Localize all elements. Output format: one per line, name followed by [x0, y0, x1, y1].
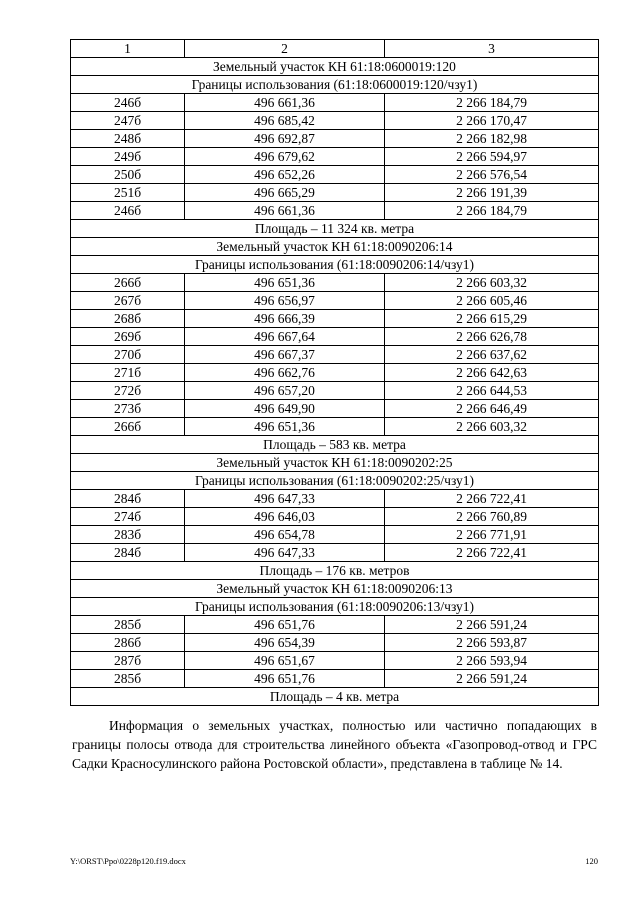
y-coordinate-cell: 2 266 170,47	[385, 112, 599, 130]
section-row	[71, 76, 599, 94]
y-coordinate-cell: 2 266 593,87	[385, 634, 599, 652]
x-coordinate-cell: 496 651,76	[185, 670, 385, 688]
table-row	[71, 310, 599, 328]
table-row	[71, 94, 599, 112]
x-coordinate-cell: 496 679,62	[185, 148, 385, 166]
x-coordinate-cell: 496 651,36	[185, 418, 385, 436]
section-row	[71, 256, 599, 274]
section-cell: Земельный участок КН 61:18:0090202:25	[71, 454, 599, 472]
table-row	[71, 292, 599, 310]
section-cell: Границы использования (61:18:0090202:25/чзу1)	[71, 472, 599, 490]
y-coordinate-cell: 2 266 184,79	[385, 94, 599, 112]
point-number-cell: 273б	[71, 400, 185, 418]
table-row	[71, 184, 599, 202]
x-coordinate-cell: 496 651,67	[185, 652, 385, 670]
section-row	[71, 238, 599, 256]
point-number-cell: 251б	[71, 184, 185, 202]
x-coordinate-cell: 496 656,97	[185, 292, 385, 310]
point-number-cell: 285б	[71, 616, 185, 634]
table-row	[71, 328, 599, 346]
table-row	[71, 490, 599, 508]
section-cell: Площадь – 176 кв. метров	[71, 562, 599, 580]
y-coordinate-cell: 2 266 603,32	[385, 274, 599, 292]
point-number-cell: 274б	[71, 508, 185, 526]
section-row	[71, 454, 599, 472]
section-cell: Земельный участок КН 61:18:0090206:13	[71, 580, 599, 598]
point-number-cell: 287б	[71, 652, 185, 670]
y-coordinate-cell: 2 266 605,46	[385, 292, 599, 310]
table-row	[71, 652, 599, 670]
x-coordinate-cell: 496 667,37	[185, 346, 385, 364]
section-cell: Площадь – 583 кв. метра	[71, 436, 599, 454]
section-cell: Границы использования (61:18:0600019:120/чзу1)	[71, 76, 599, 94]
section-cell: Площадь – 11 324 кв. метра	[71, 220, 599, 238]
point-number-cell: 246б	[71, 94, 185, 112]
x-coordinate-cell: 496 652,26	[185, 166, 385, 184]
point-number-cell: 286б	[71, 634, 185, 652]
x-coordinate-cell: 496 651,76	[185, 616, 385, 634]
table-row	[71, 346, 599, 364]
section-row	[71, 436, 599, 454]
section-row	[71, 58, 599, 76]
x-coordinate-cell: 496 647,33	[185, 544, 385, 562]
y-coordinate-cell: 2 266 594,97	[385, 148, 599, 166]
footer-page-number: 120	[585, 856, 598, 866]
y-coordinate-cell: 2 266 722,41	[385, 544, 599, 562]
table-row	[71, 166, 599, 184]
point-number-cell: 269б	[71, 328, 185, 346]
table-row	[71, 202, 599, 220]
point-number-cell: 284б	[71, 544, 185, 562]
y-coordinate-cell: 2 266 182,98	[385, 130, 599, 148]
x-coordinate-cell: 496 657,20	[185, 382, 385, 400]
y-coordinate-cell: 2 266 191,39	[385, 184, 599, 202]
y-coordinate-cell: 2 266 593,94	[385, 652, 599, 670]
point-number-cell: 270б	[71, 346, 185, 364]
table-row	[71, 616, 599, 634]
y-coordinate-cell: 2 266 642,63	[385, 364, 599, 382]
coordinates-table	[70, 39, 599, 706]
footer-file-path: Y:\ORST\Ppo\0228p120.f19.docx	[70, 856, 186, 866]
y-coordinate-cell: 2 266 626,78	[385, 328, 599, 346]
x-coordinate-cell: 496 646,03	[185, 508, 385, 526]
table-row	[71, 274, 599, 292]
y-coordinate-cell: 2 266 644,53	[385, 382, 599, 400]
x-coordinate-cell: 496 647,33	[185, 490, 385, 508]
table-row	[71, 382, 599, 400]
x-coordinate-cell: 496 651,36	[185, 274, 385, 292]
table-row	[71, 544, 599, 562]
section-row	[71, 688, 599, 706]
point-number-cell: 272б	[71, 382, 185, 400]
point-number-cell: 248б	[71, 130, 185, 148]
table-row	[71, 112, 599, 130]
section-row	[71, 598, 599, 616]
section-row	[71, 472, 599, 490]
table-row	[71, 130, 599, 148]
section-row	[71, 562, 599, 580]
y-coordinate-cell: 2 266 722,41	[385, 490, 599, 508]
table-row	[71, 526, 599, 544]
point-number-cell: 283б	[71, 526, 185, 544]
x-coordinate-cell: 496 666,39	[185, 310, 385, 328]
point-number-cell: 271б	[71, 364, 185, 382]
section-cell: Земельный участок КН 61:18:0090206:14	[71, 238, 599, 256]
y-coordinate-cell: 2 266 760,89	[385, 508, 599, 526]
x-coordinate-cell: 496 661,36	[185, 202, 385, 220]
section-row	[71, 220, 599, 238]
x-coordinate-cell: 496 654,39	[185, 634, 385, 652]
point-number-cell: 250б	[71, 166, 185, 184]
table-row	[71, 634, 599, 652]
header-cell: 1	[71, 40, 185, 58]
table-row	[71, 364, 599, 382]
x-coordinate-cell: 496 649,90	[185, 400, 385, 418]
y-coordinate-cell: 2 266 576,54	[385, 166, 599, 184]
point-number-cell: 285б	[71, 670, 185, 688]
x-coordinate-cell: 496 662,76	[185, 364, 385, 382]
table-row	[71, 670, 599, 688]
table-row	[71, 400, 599, 418]
y-coordinate-cell: 2 266 771,91	[385, 526, 599, 544]
point-number-cell: 268б	[71, 310, 185, 328]
section-cell: Границы использования (61:18:0090206:14/чзу1)	[71, 256, 599, 274]
x-coordinate-cell: 496 665,29	[185, 184, 385, 202]
point-number-cell: 247б	[71, 112, 185, 130]
header-cell: 3	[385, 40, 599, 58]
y-coordinate-cell: 2 266 603,32	[385, 418, 599, 436]
point-number-cell: 267б	[71, 292, 185, 310]
header-cell: 2	[185, 40, 385, 58]
section-row	[71, 580, 599, 598]
point-number-cell: 266б	[71, 274, 185, 292]
table-row	[71, 418, 599, 436]
table-row	[71, 148, 599, 166]
y-coordinate-cell: 2 266 591,24	[385, 670, 599, 688]
body-paragraph: Информация о земельных участках, полностью или частично попадающих в границы полосы отвода для строительства линейного объекта «Газопровод-отвод и ГРС Садки Красносулинского района Ростовской области», представлена в таблице № 14.	[72, 718, 597, 771]
x-coordinate-cell: 496 654,78	[185, 526, 385, 544]
point-number-cell: 249б	[71, 148, 185, 166]
x-coordinate-cell: 496 685,42	[185, 112, 385, 130]
y-coordinate-cell: 2 266 637,62	[385, 346, 599, 364]
point-number-cell: 284б	[71, 490, 185, 508]
table-row	[71, 508, 599, 526]
table-header-row	[71, 40, 599, 58]
section-cell: Земельный участок КН 61:18:0600019:120	[71, 58, 599, 76]
y-coordinate-cell: 2 266 591,24	[385, 616, 599, 634]
section-cell: Границы использования (61:18:0090206:13/чзу1)	[71, 598, 599, 616]
y-coordinate-cell: 2 266 615,29	[385, 310, 599, 328]
point-number-cell: 246б	[71, 202, 185, 220]
x-coordinate-cell: 496 667,64	[185, 328, 385, 346]
x-coordinate-cell: 496 692,87	[185, 130, 385, 148]
point-number-cell: 266б	[71, 418, 185, 436]
section-cell: Площадь – 4 кв. метра	[71, 688, 599, 706]
y-coordinate-cell: 2 266 184,79	[385, 202, 599, 220]
y-coordinate-cell: 2 266 646,49	[385, 400, 599, 418]
x-coordinate-cell: 496 661,36	[185, 94, 385, 112]
